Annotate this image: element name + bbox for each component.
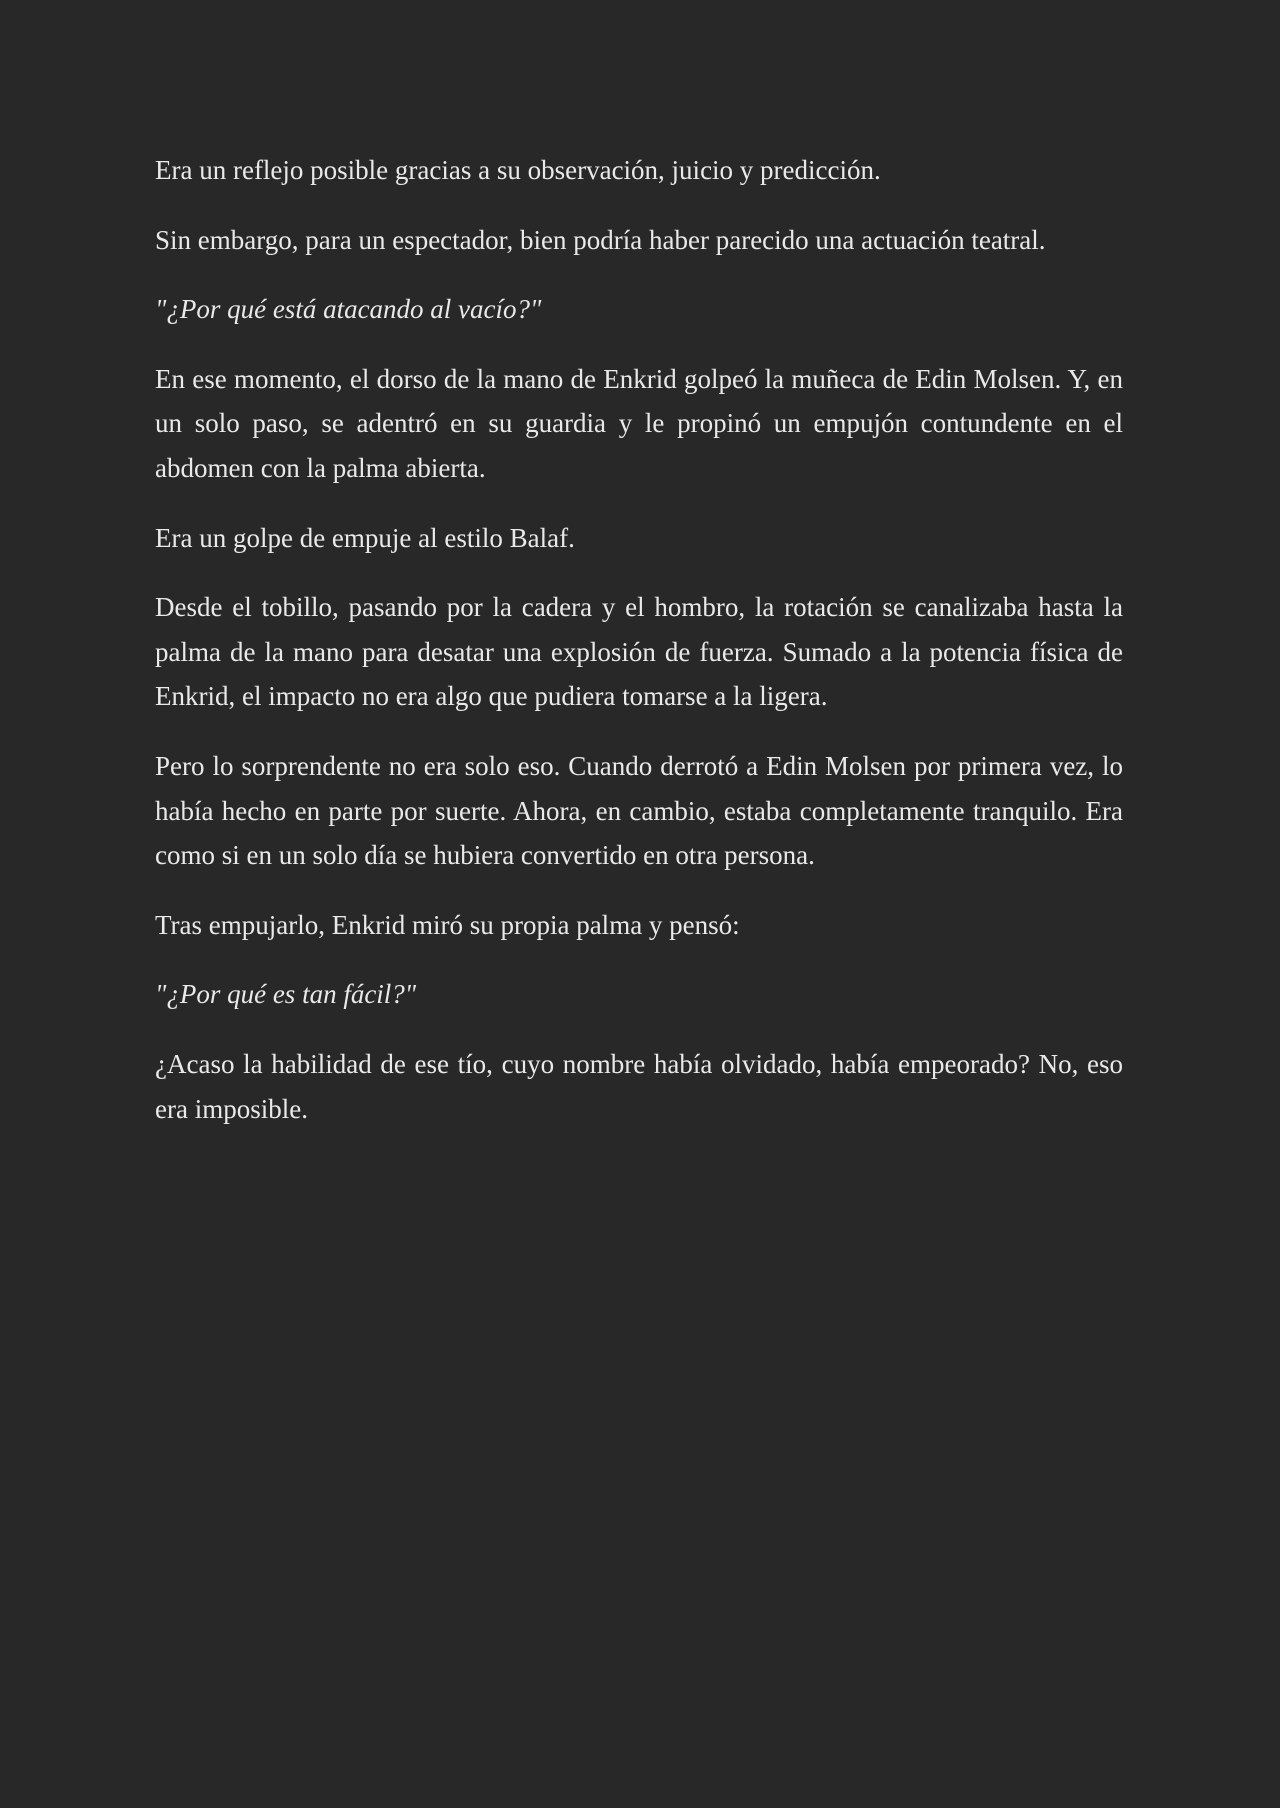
paragraph: Era un reflejo posible gracias a su observación, juicio y predicción.: [155, 155, 881, 185]
paragraph: ¿Acaso la habilidad de ese tío, cuyo nombre había olvidado, había empeorado? No, eso era imposible.: [155, 1048, 1123, 1124]
paragraph: En ese momento, el dorso de la mano de Enkrid golpeó la muñeca de Edin Molsen. Y, en un solo paso, se adentró en su guardia y le propinó un empujón contundente en el abdomen con la palma abierta.: [155, 363, 1123, 483]
chapter-text: [155, 148, 1123, 1156]
thought-line: "¿Por qué es tan fácil?": [155, 979, 417, 1010]
thought-line: "¿Por qué está atacando al vacío?": [155, 294, 542, 325]
paragraph: Desde el tobillo, pasando por la cadera y el hombro, la rotación se canalizaba hasta la palma de la mano para desatar una explosión de fuerza. Sumado a la potencia física de Enkrid, el impacto no era algo que pudiera tomarse a la ligera.: [155, 592, 1123, 712]
paragraph: Era un golpe de empuje al estilo Balaf.: [155, 522, 575, 553]
paragraph: Pero lo sorprendente no era solo eso. Cuando derrotó a Edin Molsen por primera vez, lo había hecho en parte por suerte. Ahora, en cambio, estaba completamente tranquilo. Era como si en un solo día se hubiera convertido en otra persona.: [155, 750, 1123, 871]
paragraph: Sin embargo, para un espectador, bien podría haber parecido una actuación teatral.: [155, 224, 1046, 255]
paragraph: Tras empujarlo, Enkrid miró su propia palma y pensó:: [155, 909, 740, 940]
